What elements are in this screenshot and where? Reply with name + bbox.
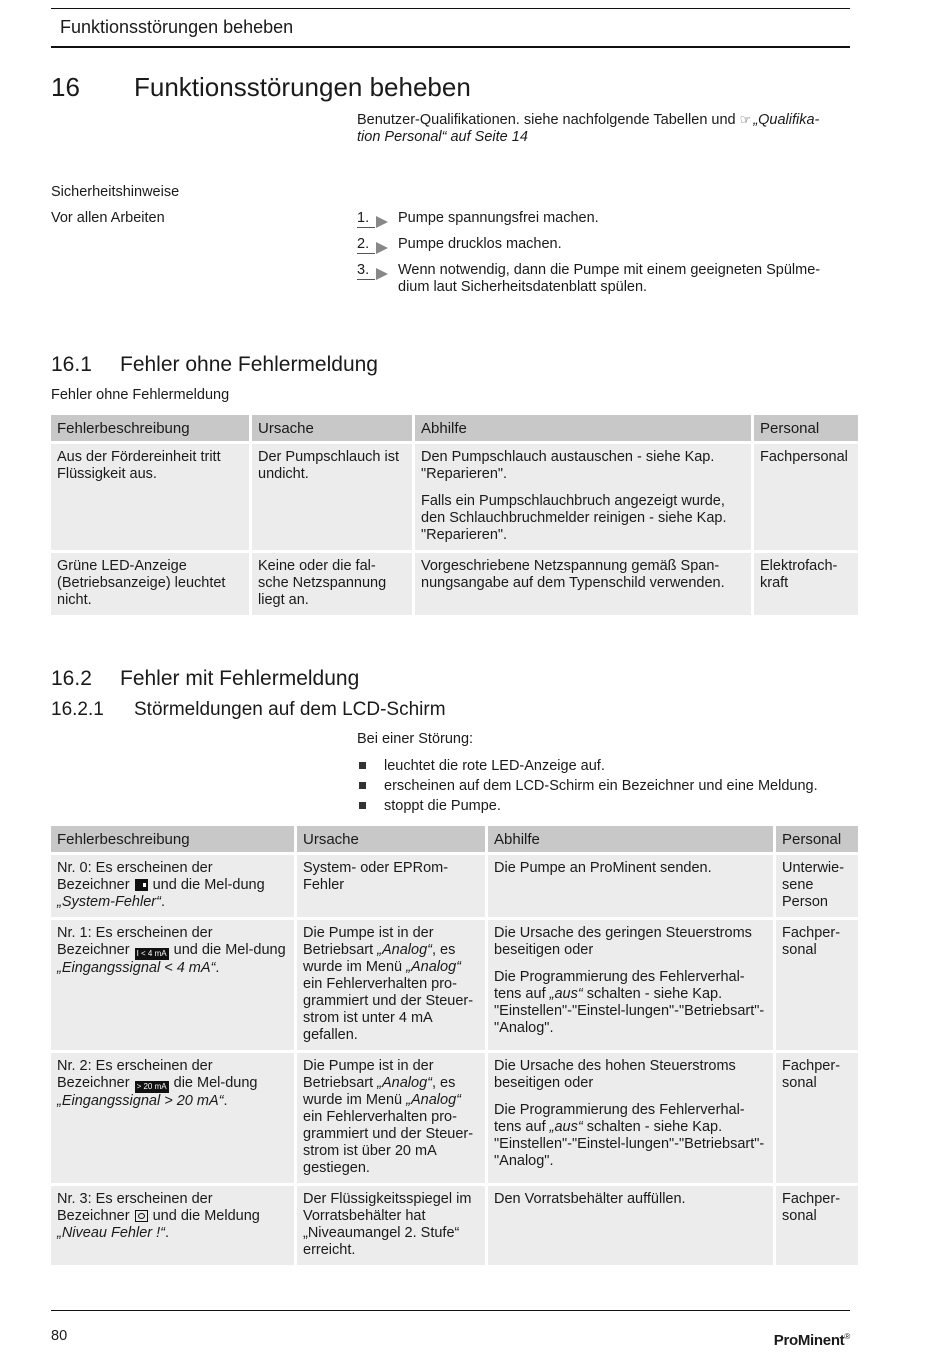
bullet-square-icon bbox=[359, 802, 366, 809]
table-row bbox=[51, 444, 858, 550]
step-text: Pumpe spannungsfrei machen. bbox=[398, 210, 599, 226]
lead-text: Bei einer Störung: bbox=[357, 731, 474, 747]
section-title: Fehler ohne Fehlermeldung bbox=[120, 353, 378, 376]
cell-remedy bbox=[488, 1053, 773, 1183]
running-title: Funktionsstörungen beheben bbox=[60, 17, 294, 37]
table-row bbox=[51, 1053, 858, 1183]
registered-mark: ® bbox=[844, 1332, 850, 1341]
table-header-row bbox=[51, 415, 858, 441]
cell-remedy: Vorgeschriebene Netzspannung gemäß Span-nungsangabe auf dem Typenschild verwenden. bbox=[415, 553, 751, 615]
cell-personnel: Elektrofach-kraft bbox=[754, 553, 858, 615]
remedy-part: Die Programmierung des Fehlerverhal-tens auf bbox=[494, 969, 745, 1002]
page-number: 80 bbox=[51, 1328, 68, 1344]
prominent-logo bbox=[774, 1328, 850, 1349]
remedy-part: schalten - siehe Kap. "Einstellen"-"Einstel-lungen"-"Betriebsart"-"Analog". bbox=[494, 986, 765, 1036]
setting-value: „aus“ bbox=[549, 1119, 583, 1135]
cell-personnel: Fachper-sonal bbox=[776, 1186, 858, 1265]
system-error-icon bbox=[135, 879, 148, 891]
table-row bbox=[51, 855, 858, 917]
cause-text: , es wurde im Menü bbox=[303, 1075, 456, 1108]
section-number: 16.1 bbox=[51, 353, 92, 376]
error-message: „Eingangssignal < 4 mA“ bbox=[57, 960, 216, 976]
cell-description: Aus der Fördereinheit tritt Flüssigkeit aus. bbox=[51, 444, 249, 550]
desc-end: . bbox=[215, 960, 220, 976]
column-header: Fehlerbeschreibung bbox=[51, 826, 294, 852]
step-number: 1. bbox=[357, 210, 370, 226]
remedy-text: Die Ursache des hohen Steuerstroms beseitigen oder bbox=[494, 1058, 736, 1091]
step-arrow-icon bbox=[376, 242, 388, 254]
table-row bbox=[51, 920, 858, 1050]
setting-value: „aus“ bbox=[549, 986, 583, 1002]
high-signal-icon: > 20 mA bbox=[136, 1082, 167, 1091]
mode-name: „Analog“ bbox=[377, 1075, 432, 1091]
desc-text: die Mel-dung bbox=[173, 1075, 258, 1091]
xref-hand-icon: ☞ bbox=[739, 112, 752, 127]
remedy-text bbox=[494, 969, 767, 1037]
cell-remedy: Die Pumpe an ProMinent senden. bbox=[488, 855, 773, 917]
step-text: Pumpe drucklos machen. bbox=[398, 236, 562, 252]
cell-cause bbox=[297, 920, 485, 1050]
remedy-part: schalten - siehe Kap. "Einstellen"-"Einstel-lungen"-"Betriebsart"-"Analog". bbox=[494, 1119, 765, 1169]
subsection-number: 16.2.1 bbox=[51, 699, 104, 720]
step-arrow-icon bbox=[376, 268, 388, 280]
desc-end: . bbox=[160, 894, 165, 910]
remedy-part: Die Programmierung des Fehlerverhal-tens auf bbox=[494, 1102, 745, 1135]
column-header: Ursache bbox=[252, 415, 412, 441]
error-message: „Eingangssignal > 20 mA“ bbox=[57, 1093, 224, 1109]
intro-link-part2[interactable]: tion Personal“ auf Seite 14 bbox=[357, 129, 528, 145]
desc-text: und die Mel-dung bbox=[173, 942, 286, 958]
header-bottom-rule bbox=[51, 46, 850, 48]
intro-link-part1[interactable]: „Qualifika- bbox=[753, 112, 820, 128]
remedy-text bbox=[494, 1102, 767, 1170]
header-top-rule bbox=[51, 8, 850, 9]
menu-name: „Analog“ bbox=[406, 959, 461, 975]
cell-description bbox=[51, 920, 294, 1050]
cause-text: Die Pumpe ist in der Betriebsart bbox=[303, 1058, 434, 1091]
desc-end: . bbox=[164, 1225, 170, 1241]
chapter-number: 16 bbox=[51, 72, 80, 102]
cell-personnel: Fachper-sonal bbox=[776, 920, 858, 1050]
bullet-square-icon bbox=[359, 762, 366, 769]
column-header: Personal bbox=[776, 826, 858, 852]
desc-text: Nr. 2: Es erscheinen der Bezeichner bbox=[57, 1058, 213, 1091]
desc-text: und die Meldung bbox=[152, 1208, 260, 1224]
cell-remedy: Den Vorratsbehälter auffüllen. bbox=[488, 1186, 773, 1265]
cell-cause: System- oder EPRom-Fehler bbox=[297, 855, 485, 917]
step-text-line1: Wenn notwendig, dann die Pumpe mit einem geeigneten Spülme- bbox=[398, 262, 821, 278]
bullet-text: leuchtet die rote LED-Anzeige auf. bbox=[384, 758, 605, 774]
bullet-text: stoppt die Pumpe. bbox=[384, 798, 501, 814]
remedy-text: Falls ein Pumpschlauchbruch angezeigt wurde, den Schlauchbruchmelder reinigen - siehe Kap. "Reparieren". bbox=[421, 493, 727, 543]
table-row bbox=[51, 553, 858, 615]
low-signal-icon: I < 4 mA bbox=[136, 949, 167, 958]
chapter-title: Funktionsstörungen beheben bbox=[134, 72, 471, 102]
cell-description bbox=[51, 855, 294, 917]
remedy-text: Die Ursache des geringen Steuerstroms beseitigen oder bbox=[494, 925, 752, 958]
cell-description: Grüne LED-Anzeige (Betriebsanzeige) leuchtet nicht. bbox=[51, 553, 249, 615]
column-header: Fehlerbeschreibung bbox=[51, 415, 249, 441]
cell-remedy bbox=[415, 444, 751, 550]
cell-cause bbox=[297, 1053, 485, 1183]
error-table-lcd-messages bbox=[48, 823, 861, 1268]
table-header-row bbox=[51, 826, 858, 852]
cell-description bbox=[51, 1186, 294, 1265]
chapter-intro bbox=[357, 111, 847, 146]
cell-cause: Der Pumpschlauch ist undicht. bbox=[252, 444, 412, 550]
cell-personnel: Unterwie-sene Person bbox=[776, 855, 858, 917]
step-number: 3. bbox=[357, 262, 370, 278]
level-error-icon bbox=[135, 1210, 148, 1222]
safety-heading: Sicherheitshinweise bbox=[51, 184, 180, 200]
step-text bbox=[398, 262, 838, 296]
menu-name: „Analog“ bbox=[406, 1092, 461, 1108]
logo-text: ProMinent bbox=[773, 1332, 845, 1349]
column-header: Ursache bbox=[297, 826, 485, 852]
cause-text: ein Fehlerverhalten pro-grammiert und der Steuer-strom ist unter 4 mA gefallen. bbox=[303, 976, 474, 1043]
footer-rule bbox=[51, 1310, 850, 1311]
intro-text: Benutzer-Qualifikationen. siehe nachfolgende Tabellen und bbox=[357, 112, 740, 128]
mode-name: „Analog“ bbox=[377, 942, 432, 958]
desc-text: und die Mel-dung bbox=[152, 877, 265, 893]
cell-cause: Keine oder die fal-sche Netzspannung liegt an. bbox=[252, 553, 412, 615]
cell-cause: Der Flüssigkeitsspiegel im Vorratsbehälter hat „Niveaumangel 2. Stufe“ erreicht. bbox=[297, 1186, 485, 1265]
desc-text: Nr. 0: Es erscheinen der Bezeichner bbox=[57, 860, 213, 893]
table-row bbox=[51, 1186, 858, 1265]
error-table-no-message bbox=[48, 412, 861, 618]
step-arrow-icon bbox=[376, 216, 388, 228]
table-caption: Fehler ohne Fehlermeldung bbox=[51, 387, 230, 403]
column-header: Abhilfe bbox=[415, 415, 751, 441]
bullet-square-icon bbox=[359, 782, 366, 789]
cause-text: Die Pumpe ist in der Betriebsart bbox=[303, 925, 434, 958]
error-message: „Niveau Fehler !“ bbox=[57, 1225, 165, 1241]
column-header: Abhilfe bbox=[488, 826, 773, 852]
subsection-title: Störmeldungen auf dem LCD-Schirm bbox=[134, 699, 446, 720]
cell-remedy bbox=[488, 920, 773, 1050]
remedy-text: Den Pumpschlauch austauschen - siehe Kap. "Reparieren". bbox=[421, 449, 715, 482]
cause-text: ein Fehlerverhalten pro-grammiert und der Steuer-strom ist über 20 mA gestiegen. bbox=[303, 1109, 474, 1176]
desc-end: . bbox=[223, 1093, 228, 1109]
section-title: Fehler mit Fehlermeldung bbox=[120, 667, 360, 690]
bullet-text: erscheinen auf dem LCD-Schirm ein Bezeichner und eine Meldung. bbox=[384, 778, 818, 794]
step-number: 2. bbox=[357, 236, 370, 252]
desc-text: Nr. 3: Es erscheinen der Bezeichner bbox=[57, 1191, 213, 1224]
cause-text: , es wurde im Menü bbox=[303, 942, 456, 975]
column-header: Personal bbox=[754, 415, 858, 441]
safety-label: Vor allen Arbeiten bbox=[51, 210, 165, 226]
section-number: 16.2 bbox=[51, 667, 92, 690]
error-message: „System-Fehler“ bbox=[57, 894, 161, 910]
cell-description bbox=[51, 1053, 294, 1183]
cell-personnel: Fachper-sonal bbox=[776, 1053, 858, 1183]
step-text-line2: dium laut Sicherheitsdatenblatt spülen. bbox=[398, 279, 648, 295]
cell-personnel: Fachpersonal bbox=[754, 444, 858, 550]
desc-text: Nr. 1: Es erscheinen der Bezeichner bbox=[57, 925, 213, 958]
